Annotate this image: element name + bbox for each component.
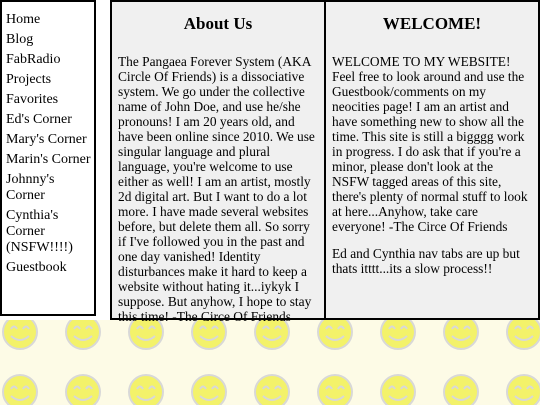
smiley-face-icon: [192, 375, 226, 405]
about-text: The Pangaea Forever System (AKA Circle Of Friends) is a dissociative system. We go under the collective name of John Doe, and use he/she pronouns! I am 20 years old, and have been online since 2010. We use singular language and plural language, you're welcome to use either as well! I am an artist, mostly 2d digital art. But I want to do a lot more. I have made several websites before, but delete them all. So sorry if I've followed you in the past and one day vanished! Identity disturbances make it hard to keep a website without hating it...iykyk I suppose. But anyhow, I hope to stay this time! -The Circe Of Friends: [118, 54, 315, 324]
nav-link-projects[interactable]: Projects: [6, 72, 52, 87]
smiley-face-icon: [444, 375, 478, 405]
nav-item: [6, 260, 94, 276]
smiley-face-icon: [507, 375, 540, 405]
nav-item: [6, 112, 94, 128]
nav-item: [6, 152, 94, 168]
smiley-face-icon: [3, 375, 37, 405]
nav-link-guestbook[interactable]: Guestbook: [6, 260, 67, 275]
nav-item: [6, 172, 94, 204]
smiley-face-icon: [444, 315, 478, 349]
nav-item: [6, 132, 94, 148]
smiley-face-icon: [381, 375, 415, 405]
nav-link-blog[interactable]: Blog: [6, 32, 34, 47]
smiley-face-icon: [255, 375, 289, 405]
welcome-title: WELCOME!: [382, 14, 482, 33]
nav-link-cynthia-s-corner-nsfw[interactable]: Cynthia's Corner (NSFW!!!!): [6, 208, 73, 255]
smiley-face-icon: [66, 315, 100, 349]
about-title: About Us: [183, 14, 253, 33]
welcome-panel: [324, 0, 540, 320]
nav-item: [6, 32, 94, 48]
nav-item: [6, 92, 94, 108]
smiley-face-icon: [66, 375, 100, 405]
nav-link-home[interactable]: Home: [6, 12, 41, 27]
smiley-face-icon: [381, 315, 415, 349]
nav-item: [6, 52, 94, 68]
sidebar-nav: [0, 0, 96, 316]
nav-item: [6, 72, 94, 88]
nav-link-favorites[interactable]: Favorites: [6, 92, 59, 107]
welcome-paragraph: WELCOME TO MY WEBSITE! Feel free to look around and use the Guestbook/comments on my neocities page! I am an artist and have something new to show all the time. This site is still a bigggg work in progress. I do ask that if you're a minor, please don't look at the NSFW tagged areas of this site, there's plenty of normal stuff to look at here...Anyhow, take care everyone! -The Circe Of Friends: [332, 54, 528, 234]
smiley-face-icon: [129, 375, 163, 405]
nav-item: [6, 12, 94, 28]
nav-list: [2, 2, 94, 276]
smiley-face-icon: [318, 315, 352, 349]
nav-link-marin-s-corner[interactable]: Marin's Corner: [6, 152, 91, 167]
nav-link-ed-s-corner[interactable]: Ed's Corner: [6, 112, 72, 127]
smiley-face-icon: [3, 315, 37, 349]
nav-link-mary-s-corner[interactable]: Mary's Corner: [6, 132, 87, 147]
nav-link-fabradio[interactable]: FabRadio: [6, 52, 61, 67]
smiley-face-icon: [318, 375, 352, 405]
smiley-face-icon: [507, 315, 540, 349]
about-panel: [110, 0, 326, 324]
nav-link-johnny-s-corner[interactable]: Johnny's Corner: [6, 172, 55, 203]
welcome-paragraph: Ed and Cynthia nav tabs are up but thats itttt...its a slow process!!: [332, 246, 520, 276]
nav-item: [6, 208, 94, 256]
